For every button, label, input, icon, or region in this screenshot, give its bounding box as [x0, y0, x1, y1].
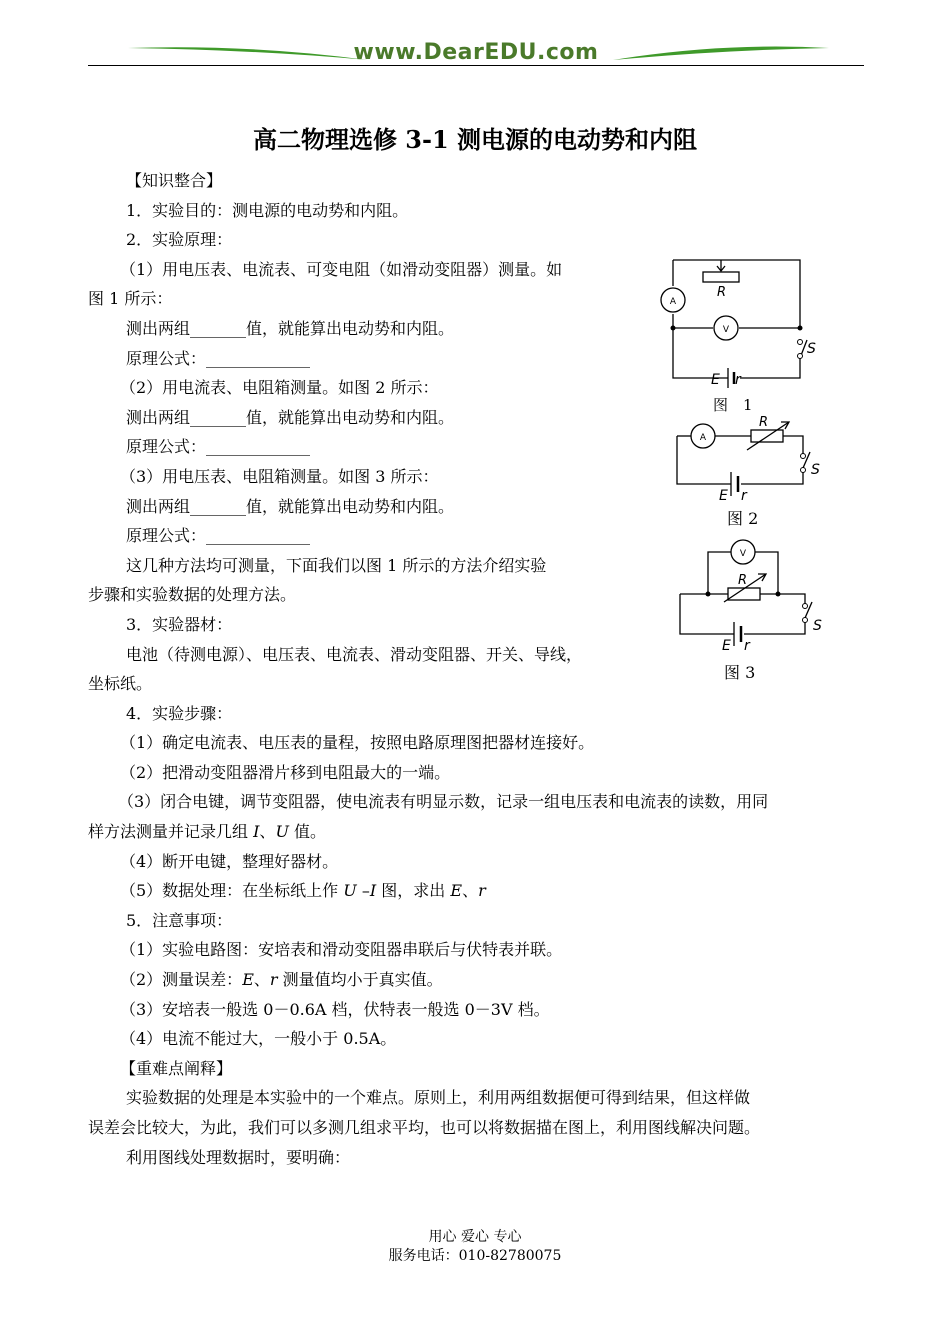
paragraph: （2）用电流表、电阻箱测量。如图 2 所示：: [120, 378, 439, 398]
paragraph: （4）断开电键，整理好器材。: [120, 851, 339, 871]
paragraph: 3．实验器材：: [126, 614, 233, 634]
circuit-diagram: [655, 250, 835, 415]
paragraph: 图 1 所示：: [88, 289, 173, 309]
paragraph: 利用图线处理数据时，要明确：: [126, 1147, 351, 1167]
paragraph: 4．实验步骤：: [126, 703, 233, 723]
paragraph: 原理公式：_____________: [126, 437, 311, 457]
paragraph: 原理公式：_____________: [126, 526, 311, 546]
internal-r-label: r: [741, 488, 747, 504]
footer-slogan: 用心 爱心 专心: [428, 1229, 522, 1245]
paragraph: （3）用电压表、电阻箱测量。如图 3 所示：: [120, 466, 439, 486]
paragraph: （3）安培表一般选 0－0.6A 档，伏特表一般选 0－3V 档。: [120, 999, 550, 1019]
emf-label: E: [722, 638, 731, 654]
internal-r-label: r: [744, 638, 750, 654]
paragraph: 步骤和实验数据的处理方法。: [88, 585, 297, 605]
symbol-u: U: [343, 881, 357, 901]
text-run: 测量值均小于真实值。: [277, 970, 443, 990]
symbol-r: r: [478, 881, 486, 901]
text-run: （2）测量误差：: [120, 970, 243, 990]
paragraph: 5．注意事项：: [126, 910, 233, 930]
paragraph: 电池（待测电源）、电压表、电流表、滑动变阻器、开关、导线，: [126, 644, 583, 664]
symbol-i: I: [369, 881, 377, 901]
symbol-u: U: [275, 822, 289, 842]
ammeter-label: A: [699, 433, 707, 443]
text-run: 样方法测量并记录几组: [88, 822, 254, 842]
paragraph: （1）确定电流表、电压表的量程，按照电路原理图把器材连接好。: [120, 733, 595, 753]
circuit-diagram: [670, 538, 850, 663]
voltmeter-label: V: [722, 325, 730, 335]
paragraph: 实验数据的处理是本实验中的一个难点。原则上，利用两组数据便可得到结果，但这样做: [126, 1088, 751, 1108]
symbol-e: E: [242, 970, 254, 990]
figure-1-circuit: [655, 250, 835, 415]
paragraph: （1）实验电路图：安培表和滑动变阻器串联后与伏特表并联。: [120, 940, 563, 960]
figure-2-circuit: [665, 412, 845, 532]
header-rule: [88, 65, 864, 66]
ammeter-label: A: [669, 297, 677, 307]
resistor-label: R: [717, 285, 727, 300]
paragraph: 测出两组_______值，就能算出电动势和内阻。: [126, 318, 455, 338]
text-run: 图，求出: [376, 881, 451, 901]
footer-phone: 服务电话：010-82780075: [388, 1248, 562, 1264]
section-heading: 【重难点阐释】: [120, 1058, 233, 1078]
emf-label: E: [719, 488, 728, 504]
switch-label: S: [813, 618, 822, 634]
text-run: 、: [462, 881, 479, 901]
text-run: （5）数据处理：在坐标纸上作: [120, 881, 344, 901]
emf-label: E: [711, 372, 720, 388]
switch-label: S: [807, 341, 816, 357]
text-run: 、: [253, 970, 270, 990]
paragraph: 2．实验原理：: [126, 230, 233, 250]
site-logo: www.DearEDU.com: [353, 40, 599, 65]
paragraph: 1．实验目的：测电源的电动势和内阻。: [126, 200, 409, 220]
paragraph: [88, 817, 864, 847]
page-title: 高二物理选修 3-1 测电源的电动势和内阻: [252, 125, 698, 154]
text-run: 值。: [288, 822, 327, 842]
symbol-r: r: [269, 970, 278, 990]
resistor-label: R: [738, 573, 748, 588]
circuit-diagram: [665, 412, 845, 507]
paragraph: （2）把滑动变阻器滑片移到电阻最大的一端。: [120, 762, 451, 782]
figure-1-caption: 图 1: [713, 396, 753, 414]
paragraph: 坐标纸。: [88, 674, 153, 694]
paragraph: 误差会比较大，为此，我们可以多测几组求平均，也可以将数据描在图上，利用图线解决问题。: [88, 1118, 761, 1137]
figure-3-caption: 图 3: [724, 663, 756, 682]
section-heading: 【知识整合】: [126, 171, 223, 190]
paragraph: [88, 965, 864, 995]
text-run: –: [356, 881, 370, 901]
text-run: 、: [259, 822, 276, 842]
symbol-e: E: [450, 881, 463, 901]
paragraph: （4）电流不能过大，一般小于 0.5A。: [120, 1029, 397, 1049]
internal-r-label: r: [735, 372, 741, 388]
paragraph: [88, 876, 864, 906]
paragraph: 这几种方法均可测量，下面我们以图 1 所示的方法介绍实验: [126, 555, 547, 575]
paragraph: 测出两组_______值，就能算出电动势和内阻。: [126, 407, 455, 427]
voltmeter-label: V: [739, 549, 747, 559]
switch-label: S: [811, 462, 820, 478]
page-footer: [0, 1228, 950, 1266]
figure-3-circuit: [670, 538, 850, 688]
paragraph: （3）闭合电键，调节变阻器，使电流表有明显示数，记录一组电压表和电流表的读数，用同: [118, 792, 769, 812]
paragraph: （1）用电压表、电流表、可变电阻（如滑动变阻器）测量。如: [120, 259, 563, 279]
paragraph: 原理公式：_____________: [126, 348, 311, 368]
resistor-label: R: [759, 415, 769, 430]
page-header: [88, 36, 864, 70]
symbol-i: I: [253, 822, 260, 842]
figure-2-caption: 图 2: [727, 509, 759, 528]
paragraph: 测出两组_______值，就能算出电动势和内阻。: [126, 496, 455, 516]
